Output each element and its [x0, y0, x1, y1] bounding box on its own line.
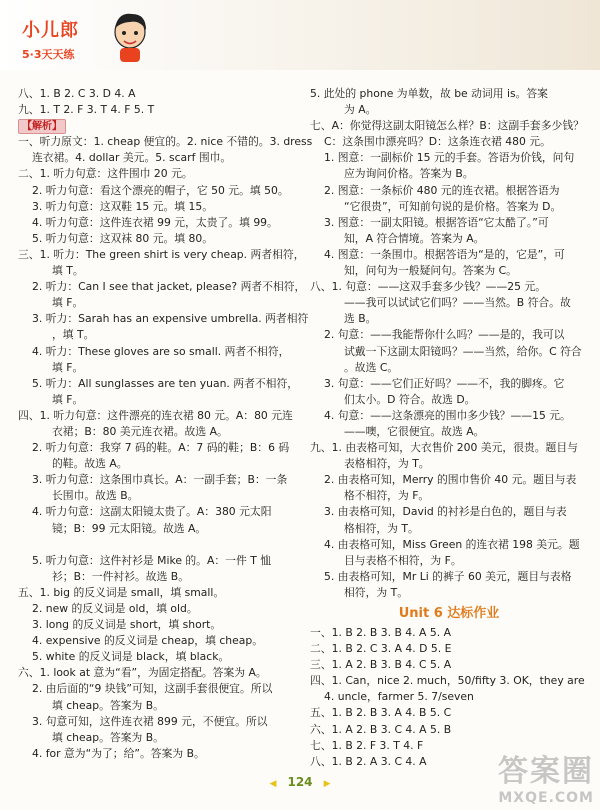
answer-line: 八、1. 句意：——这双手套多少钱？——25 元。: [310, 280, 547, 294]
answer-line: 2. 由表格可知，Merry 的围巾售价 40 元。题目与表: [324, 473, 577, 487]
answer-line: 八、1. B 2. C 3. D 4. A: [18, 87, 136, 100]
answer-column-right: [310, 86, 588, 770]
answer-line: 3. 图意：一副太阳镜。根据答语“它太酷了。”可: [324, 215, 549, 229]
answer-line: 3. 听力句意：这双鞋 15 元。填 15。: [32, 199, 214, 213]
brand-logo: [8, 6, 148, 66]
answer-line: 五、1. big 的反义词是 small，填 small。: [18, 585, 225, 599]
analysis-tag: [18, 118, 308, 134]
answer-line: 八、1. B 2. A 3. C 4. A: [310, 754, 427, 768]
answer-line: “它很贵”，可知前句说的是价格。答案为 D。: [344, 199, 562, 213]
watermark: [498, 746, 594, 806]
answer-line: 5. 听力：All sunglasses are ten yuan. 两者不相符，: [32, 376, 299, 390]
answer-line: 2. 听力：Can I see that jacket, please? 两者不相符，: [32, 280, 306, 294]
answer-line: 4. 图意：一条围巾。根据答语为“是的，它是”，可: [324, 247, 565, 261]
answer-line: 连衣裙。4. dollar 美元。5. scarf 围巾。: [32, 151, 232, 165]
answer-line: 相符，为 T。: [344, 585, 409, 599]
brand-name: 小儿郎: [22, 20, 79, 41]
answer-line: 格相符，为 T。: [344, 521, 419, 535]
answer-line: 3. 句意可知，这件连衣裙 899 元，不便宜。所以: [32, 714, 268, 728]
answer-line: 5. white 的反义词是 black，填 black。: [32, 650, 230, 664]
unit-title: Unit 6 达标作业: [398, 606, 500, 621]
answer-line: 七、A：你觉得这副太阳镜怎么样？B：这副手套多少钱？: [310, 119, 584, 133]
answer-line: 的鞋。故选 A。: [52, 457, 128, 471]
answer-line: 衫；B：一件衬衫。故选 B。: [52, 569, 190, 583]
answer-line: 3. 由表格可知，David 的衬衫是白色的，题目与表: [324, 505, 567, 519]
answer-line: 四、1. Can，nice 2. much，50/fifty 3. OK，they are: [310, 674, 585, 688]
answer-line: 1. 图意：一副标价 15 元的手套。答语为价钱，问句: [324, 151, 575, 165]
answer-line: 填 cheap。答案为 B。: [52, 730, 164, 744]
answer-line: 长围巾。故选 B。: [52, 489, 139, 503]
answer-line: 5. 此处的 phone 为单数，故 be 动词用 is。答案: [310, 87, 548, 100]
page-number: 124: [287, 775, 313, 789]
answer-line: 2. 由后面的“9 块钱”可知，这副手套很便宜。所以: [32, 682, 273, 696]
answer-line: 3. long 的反义词是 short，填 short。: [32, 618, 222, 632]
next-arrow-icon: ▶: [323, 779, 331, 789]
answer-line: 选 B。: [344, 312, 377, 326]
answer-line: 试戴一下这副太阳镜吗？——当然，给你。C 符合: [344, 344, 582, 358]
answer-line: 二、1. 听力句意：这件围巾 20 元。: [18, 167, 193, 181]
answer-line: 3. 听力：Sarah has an expensive umbrella. 两者相符: [32, 312, 309, 326]
answer-line: 2. 听力句意：我穿 7 码的鞋。A：7 码的鞋；B：6 码: [32, 441, 290, 455]
answer-line: 5. 听力句意：这件衬衫是 Mike 的。A：一件 T 恤: [32, 553, 272, 567]
answer-line: 一、1. B 2. B 3. B 4. A 5. A: [310, 626, 451, 639]
answer-line: 5. 由表格可知，Mr Li 的裤子 60 美元，题目与表格: [324, 569, 572, 583]
answer-line: 知，问句为一般疑问句。答案为 C。: [344, 264, 517, 278]
answer-line: 镜；B：99 元太阳镜。故选 A。: [52, 521, 207, 535]
answer-line: ，填 T。: [52, 328, 95, 342]
watermark-url: MXQE.COM: [498, 790, 594, 806]
page-header: [0, 0, 600, 70]
analysis-label: 【解析】: [18, 119, 66, 134]
answer-line: 填 F。: [52, 296, 84, 310]
answer-line: 填 F。: [52, 360, 84, 374]
answer-line: 5. 听力句意：这双袜 80 元。填 80。: [32, 231, 214, 245]
answer-line: 2. new 的反义词是 old，填 old。: [32, 602, 198, 615]
answer-line: 4. 听力句意：这件连衣裙 99 元，太贵了。填 99。: [32, 215, 278, 229]
answer-line: 4. expensive 的反义词是 cheap，填 cheap。: [32, 634, 264, 648]
answer-line: 4. 由表格可知，Miss Green 的连衣裙 198 美元。题: [324, 537, 580, 551]
answer-line: 。故选 C。: [344, 360, 399, 374]
answer-line: 3. 听力句意：这条围巾真长。A：一副手套；B：一条: [32, 473, 288, 487]
answer-line: 二、1. B 2. C 3. A 4. D 5. E: [310, 642, 452, 656]
answer-line: 应为询问价格。答案为 B。: [344, 167, 474, 181]
answer-line: 五、1. B 2. B 3. A 4. B 5. C: [310, 706, 452, 720]
answer-line: 知，A 符合情境。答案为 A。: [344, 231, 485, 245]
watermark-title: 答案圈: [498, 754, 594, 789]
answer-line: 填 cheap。答案为 B。: [52, 698, 164, 712]
answer-line: ——我可以试试它们吗？——当然。B 符合。故: [344, 296, 571, 310]
answer-line: ——噢，它很便宜。故选 A。: [344, 424, 485, 438]
answer-line: C：这条围巾漂亮吗？D：这条连衣裙 480 元。: [324, 135, 551, 149]
answer-line: 为 A。: [344, 103, 377, 117]
answer-line: 六、1. A 2. B 3. C 4. A 5. B: [310, 722, 452, 736]
answer-line: 填 T。: [52, 264, 84, 278]
answer-column-left: [18, 86, 313, 762]
answer-line: 一、听力原文：1. cheap 便宜的。2. nice 不错的。3. dress: [18, 135, 313, 149]
answer-line: 2. 句意：——我能帮你什么吗？——是的，我可以: [324, 328, 565, 342]
answer-line: 2. 听力句意：看这个漂亮的帽子，它 50 元。填 50。: [32, 183, 289, 197]
answer-line: 目与表格不相符，为 F。: [344, 553, 462, 567]
answer-line: 衣裙；B：80 美元连衣裙。故选 A。: [52, 424, 228, 438]
answer-line: 表格相符，为 T。: [344, 457, 430, 471]
prev-arrow-icon: ◀: [269, 779, 277, 789]
answer-line: 九、1. T 2. F 3. T 4. F 5. T: [18, 103, 155, 117]
answer-line: 4. for 意为“为了；给”。答案为 B。: [32, 746, 205, 760]
answer-line: 4. 句意：——这条漂亮的围巾多少钱？——15 元。: [324, 408, 571, 422]
answer-line: 七、1. B 2. F 3. T 4. F: [310, 738, 424, 752]
answer-line: 4. uncle，farmer 5. 7/seven: [324, 690, 474, 704]
answer-line: 3. 句意：——它们正好吗？——不，我的脚疼。它: [324, 376, 565, 390]
mascot-icon: [108, 8, 152, 64]
answer-line: 填 F。: [52, 392, 84, 406]
answer-line: 格不相符，为 F。: [344, 489, 430, 503]
answer-line: 2. 图意：一条标价 480 元的连衣裙。根据答语为: [324, 183, 560, 197]
answer-line: 三、1. A 2. B 3. B 4. C 5. A: [310, 658, 452, 672]
answer-line: 六、1. look at 意为“看”，为固定搭配。答案为 A。: [18, 666, 267, 680]
answer-line: 三、1. 听力：The green shirt is very cheap. 两者相符，: [18, 247, 305, 261]
brand-subtitle: 5·3天天练: [22, 48, 75, 61]
answer-line: [18, 537, 308, 553]
answer-line: 4. 听力：These gloves are so small. 两者不相符，: [32, 344, 290, 358]
answer-line: 4. 听力句意：这副太阳镜太贵了。A：380 元太阳: [32, 505, 272, 519]
answer-line: 四、1. 听力句意：这件漂亮的连衣裙 80 元。A：80 元连: [18, 408, 293, 422]
answer-line: 九、1. 由表格可知，大衣售价 200 美元，很贵。题目与: [310, 441, 578, 455]
answer-line: 们太小。D 符合。故选 D。: [344, 392, 476, 406]
